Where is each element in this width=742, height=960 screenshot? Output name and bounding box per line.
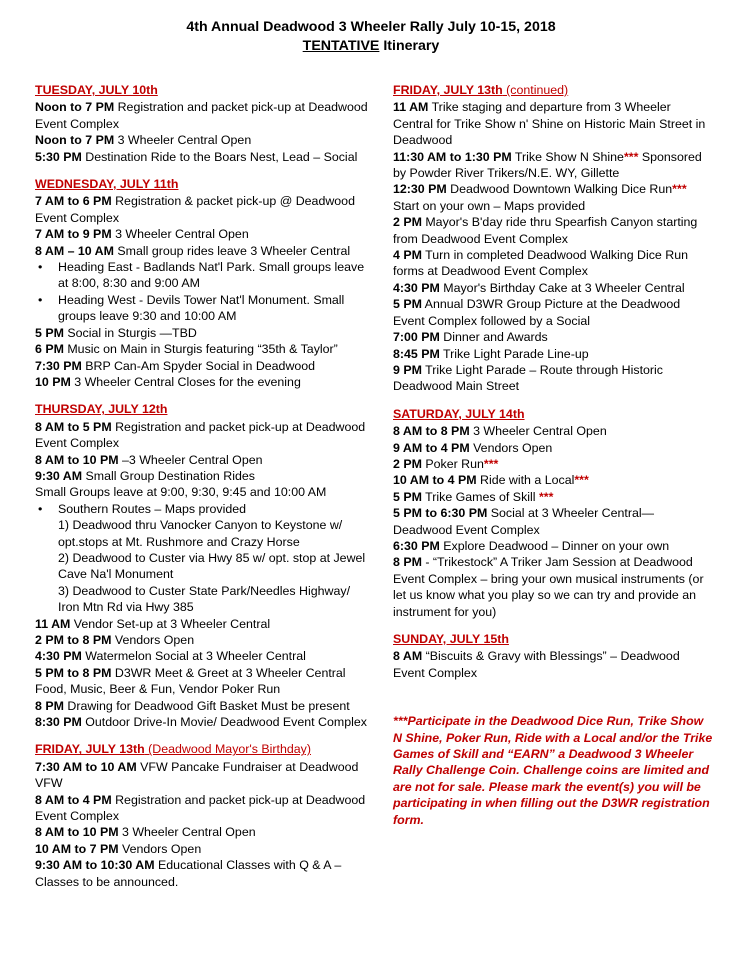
day-heading <box>393 82 713 98</box>
event-time: Noon to 7 PM <box>35 133 115 148</box>
bullet-item <box>35 259 370 292</box>
challenge-coin-note: ***Participate in the Deadwood Dice Run, Trike Show N Shine, Poker Run, Ride with a Local and/or the Trike Games of Skill and “EARN” a Deadwood 3 Wheeler Rally Challenge Coin. Challenge coins are limited and are not for sale. Please mark the event(s) you will be participating in when filling out the D3WR registration form. <box>393 714 713 827</box>
event-text: Educational Classes with Q & A – Classes to be announced. <box>35 858 342 889</box>
event-text: 3 Wheeler Central Open <box>118 825 256 840</box>
event-entry <box>393 489 713 505</box>
event-time: 11:30 AM to 1:30 PM <box>393 149 512 164</box>
event-entry <box>393 648 713 681</box>
event-time: 7:30 AM to 10 AM <box>35 759 137 774</box>
event-entry <box>35 714 370 730</box>
event-text-more: Sponsored by Powder River Trikers/N.E. WY, Gillette <box>393 149 702 181</box>
challenge-marker: *** <box>483 456 499 471</box>
event-time: 6 PM <box>35 342 64 357</box>
event-entry <box>35 648 370 664</box>
bullet-dot: • <box>38 292 43 307</box>
day-heading <box>35 82 370 98</box>
itinerary-label: Itinerary <box>379 38 440 54</box>
event-time: 4 PM <box>393 248 422 263</box>
event-text: VFW Pancake Fundraiser at Deadwood VFW <box>35 759 359 791</box>
route-item: 3) Deadwood to Custer State Park/Needles Highway/ Iron Mtn Rd via Hwy 385 <box>58 583 351 615</box>
event-text: Poker Run <box>421 456 484 471</box>
event-time: 10 AM to 7 PM <box>35 841 119 856</box>
event-entry <box>393 214 713 247</box>
event-text: Drawing for Deadwood Gift Basket Must be present <box>63 698 350 713</box>
bullet-item <box>35 501 370 517</box>
event-time: 2 PM to 8 PM <box>35 633 112 647</box>
day-heading <box>35 176 370 192</box>
event-note: Food, Music, Beer & Fun, Vendor Poker Run <box>35 682 281 697</box>
event-text: 3 Wheeler Central Closes for the evening <box>70 374 301 389</box>
event-entry <box>35 616 370 632</box>
event-entry <box>35 419 370 452</box>
day-section <box>35 741 370 890</box>
day-heading <box>393 631 713 647</box>
event-time: 9 AM to 4 PM <box>393 440 470 455</box>
bullet-item <box>35 292 370 325</box>
event-entry <box>35 468 370 484</box>
event-text: Annual D3WR Group Picture at the Deadwood Event Complex followed by a Social <box>393 297 681 328</box>
event-time: 8 AM to 4 PM <box>35 792 112 807</box>
event-entry <box>393 456 713 472</box>
event-entry <box>393 440 713 456</box>
event-text: Explore Deadwood – Dinner on your own <box>439 538 670 553</box>
day-heading-label: FRIDAY, JULY 13th <box>393 83 503 97</box>
event-entry <box>35 452 370 468</box>
event-note: Small Groups leave at 9:00, 9:30, 9:45 and 10:00 AM <box>35 485 327 500</box>
event-entry <box>35 841 370 857</box>
event-text: Mayor's Birthday Cake at 3 Wheeler Central <box>439 280 685 295</box>
event-entry <box>35 824 370 840</box>
tentative-label: TENTATIVE <box>302 38 380 54</box>
event-time: 12:30 PM <box>393 182 447 197</box>
event-entry <box>35 759 370 792</box>
bullet-dot: • <box>38 501 43 516</box>
event-text: 3 Wheeler Central Open <box>111 227 249 242</box>
day-section <box>393 631 713 681</box>
event-time: 8 AM to 8 PM <box>393 424 470 439</box>
challenge-marker: *** <box>538 489 554 504</box>
day-heading-label: THURSDAY, JULY 12th <box>35 402 168 417</box>
event-time: 4:30 PM <box>393 280 440 295</box>
event-entry <box>35 698 370 714</box>
event-entry <box>393 296 713 329</box>
event-text: Watermelon Social at 3 Wheeler Central <box>81 649 306 664</box>
event-entry <box>35 358 370 374</box>
day-heading-note: (Deadwood Mayor's Birthday) <box>144 742 311 757</box>
event-entry <box>393 554 713 620</box>
event-entry <box>35 341 370 357</box>
event-time: 7:00 PM <box>393 330 440 345</box>
event-time: 10 PM <box>35 374 71 389</box>
event-text: Vendor Set-up at 3 Wheeler Central <box>70 616 271 631</box>
event-time: 5 PM <box>393 297 422 312</box>
event-text: Social in Sturgis —TBD <box>63 325 197 340</box>
day-heading-label: SUNDAY, JULY 15th <box>393 632 509 646</box>
event-time: 7 AM to 9 PM <box>35 227 112 242</box>
event-time: Noon to 7 PM <box>35 100 115 115</box>
event-time: 8 AM <box>393 649 423 664</box>
event-entry <box>35 792 370 825</box>
event-text: Ride with a Local <box>476 473 575 488</box>
route-item: 2) Deadwood to Custer via Hwy 85 w/ opt. stop at Jewel Cave Na'l Monument <box>58 550 366 582</box>
event-text: Small Group Destination Rides <box>82 468 255 483</box>
event-text: Social at 3 Wheeler Central—Deadwood Event Complex <box>393 506 654 537</box>
day-section <box>35 82 370 165</box>
event-text: 3 Wheeler Central Open <box>469 424 607 439</box>
event-entry <box>393 280 713 296</box>
challenge-marker: *** <box>672 182 687 197</box>
day-heading-label: TUESDAY, JULY 10th <box>35 83 158 97</box>
event-time: 9:30 AM to 10:30 AM <box>35 858 155 873</box>
event-time: 7:30 PM <box>35 358 82 373</box>
event-text: D3WR Meet & Greet at 3 Wheeler Central <box>111 665 346 680</box>
bullet-text: Heading West - Devils Tower Nat'l Monument. Small groups leave 9:30 and 10:00 AM <box>58 292 345 324</box>
bullet-dot: • <box>38 260 43 275</box>
event-text: Trike Light Parade Line-up <box>439 346 589 361</box>
event-text: Vendors Open <box>111 633 195 647</box>
event-entry <box>35 132 370 148</box>
event-entry <box>393 329 713 345</box>
title-line: 4th Annual Deadwood 3 Wheeler Rally July 10-15, 2018 <box>186 19 556 35</box>
event-time: 8 PM <box>393 555 422 570</box>
day-heading-label: WEDNESDAY, JULY 11th <box>35 177 179 192</box>
event-entry <box>35 325 370 341</box>
event-time: 6:30 PM <box>393 538 440 553</box>
event-time: 5 PM to 8 PM <box>35 665 112 680</box>
day-section <box>35 401 370 730</box>
page-title <box>0 18 742 56</box>
challenge-marker: *** <box>623 149 639 164</box>
event-entry <box>393 181 713 214</box>
event-entry <box>393 538 713 554</box>
event-text: “Biscuits & Gravy with Blessings” – Deadwood Event Complex <box>393 649 680 680</box>
event-entry <box>393 472 713 488</box>
day-heading <box>35 741 370 757</box>
event-entry <box>35 665 370 681</box>
event-text-more: Start on your own – Maps provided <box>393 198 586 213</box>
event-text: Registration and packet pick-up at Deadwood Event Complex <box>35 792 366 824</box>
event-time: 9:30 AM <box>35 468 83 483</box>
event-time: 4:30 PM <box>35 649 82 664</box>
event-text: Trike Light Parade – Route through Historic Deadwood Main Street <box>393 362 663 394</box>
event-text: Outdoor Drive-In Movie/ Deadwood Event Complex <box>81 715 367 730</box>
event-text: - “Trikestock” A Triker Jam Session at Deadwood Event Complex – bring your own musical instruments (or let us know what you play so we can try and provide an instrument for you) <box>393 555 704 619</box>
event-entry <box>393 362 713 395</box>
event-text: Registration and packet pick-up at Deadwood Event Complex <box>35 100 368 131</box>
day-heading <box>393 406 713 422</box>
day-heading <box>35 401 370 417</box>
event-time: 8 AM to 10 PM <box>35 825 119 840</box>
event-text: Vendors Open <box>118 841 202 856</box>
event-text: Trike Show N Shine <box>511 149 624 164</box>
event-time: 8:45 PM <box>393 346 440 361</box>
event-time: 8:30 PM <box>35 715 82 730</box>
event-text: Registration & packet pick-up @ Deadwood Event Complex <box>35 194 355 225</box>
event-text: Turn in completed Deadwood Walking Dice Run forms at Deadwood Event Complex <box>393 248 688 279</box>
event-entry <box>393 99 713 148</box>
event-entry <box>393 346 713 362</box>
event-entry <box>393 247 713 280</box>
event-time: 11 AM <box>35 616 71 631</box>
event-time: 11 AM <box>393 100 429 115</box>
day-section <box>393 82 713 395</box>
event-text: 3 Wheeler Central Open <box>114 133 252 148</box>
event-time: 5 PM to 6:30 PM <box>393 506 488 521</box>
event-entry <box>35 374 370 390</box>
event-text: Vendors Open <box>469 440 553 455</box>
event-text: Music on Main in Sturgis featuring “35th & Taylor” <box>63 342 338 357</box>
event-text: BRP Can-Am Spyder Social in Deadwood <box>81 358 316 373</box>
event-text: –3 Wheeler Central Open <box>118 452 263 467</box>
event-text: Trike Games of Skill <box>421 489 539 504</box>
event-time: 5:30 PM <box>35 149 82 164</box>
event-time: 2 PM <box>393 456 422 471</box>
event-text: Deadwood Downtown Walking Dice Run <box>446 182 673 197</box>
event-text: Dinner and Awards <box>439 330 548 345</box>
event-time: 5 PM <box>35 325 64 340</box>
event-time: 8 PM <box>35 698 64 713</box>
route-item: 1) Deadwood thru Vanocker Canyon to Keystone w/ opt.stops at Mt. Rushmore and Crazy Horse <box>58 518 343 549</box>
event-entry <box>393 505 713 538</box>
event-time: 7 AM to 6 PM <box>35 194 112 209</box>
event-entry <box>35 632 370 648</box>
event-time: 8 AM to 5 PM <box>35 419 112 434</box>
event-time: 2 PM <box>393 215 422 230</box>
event-time: 10 AM to 4 PM <box>393 473 477 488</box>
day-section <box>393 406 713 620</box>
event-time: 5 PM <box>393 489 422 504</box>
event-time: 8 AM to 10 PM <box>35 452 119 467</box>
event-entry <box>35 149 370 165</box>
day-heading-label: SATURDAY, JULY 14th <box>393 406 525 421</box>
bullet-text: Southern Routes – Maps provided <box>58 501 247 516</box>
event-time: 8 AM – 10 AM <box>35 243 114 258</box>
bullet-text: Heading East - Badlands Nat'l Park. Small groups leave at 8:00, 8:30 and 9:00 AM <box>58 260 365 291</box>
day-heading-label: FRIDAY, JULY 13th <box>35 742 145 757</box>
event-text: Mayor's B'day ride thru Spearfish Canyon starting from Deadwood Event Complex <box>393 215 698 246</box>
day-section <box>35 176 370 390</box>
subtitle-line <box>0 37 742 56</box>
event-entry <box>35 243 370 259</box>
event-entry <box>393 423 713 439</box>
day-heading-note: (continued) <box>502 83 569 97</box>
event-entry <box>35 226 370 242</box>
event-text: Registration and packet pick-up at Deadwood Event Complex <box>35 419 366 451</box>
event-text: Trike staging and departure from 3 Wheeler Central for Trike Show n' Shine on Historic Main Street in Deadwood <box>393 100 706 148</box>
event-text: Small group rides leave 3 Wheeler Central <box>113 243 351 258</box>
right-column <box>393 82 713 828</box>
left-column <box>35 82 370 901</box>
event-entry <box>393 149 713 182</box>
event-entry <box>35 857 370 890</box>
event-entry <box>35 193 370 226</box>
challenge-marker: *** <box>574 473 589 488</box>
event-entry <box>35 99 370 132</box>
event-time: 9 PM <box>393 362 422 377</box>
event-text: Destination Ride to the Boars Nest, Lead – Social <box>81 149 358 164</box>
